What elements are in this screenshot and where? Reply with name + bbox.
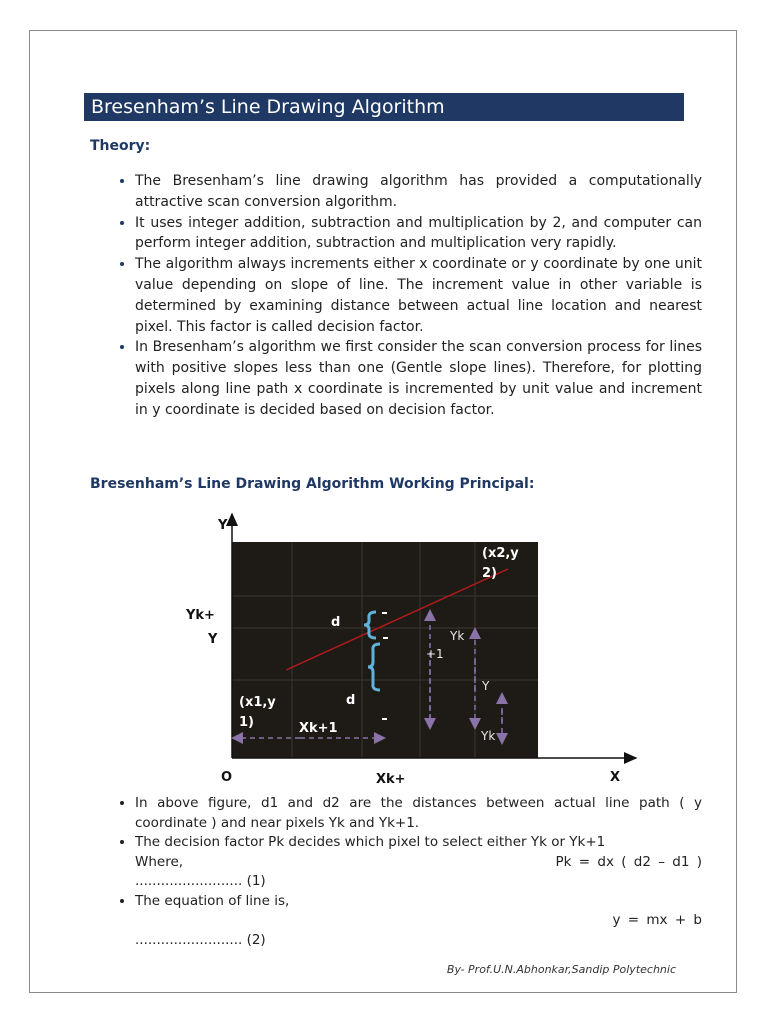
principal-heading: Bresenham’s Line Drawing Algorithm Working Principal: [90,476,535,492]
list-item [135,892,702,951]
x1y1-label-a: (x1,y [239,695,276,710]
pixel-dot [382,612,387,614]
list-item: • It uses integer addition, subtraction and multiplication by 2, and computer can perform integer addition, subtraction and multiplication very rapidly. [135,213,702,255]
y-inner-label: Y [482,679,490,693]
yk1-label-top: Yk+ [186,608,215,623]
xk1-label: Xk+1 [299,721,338,736]
d1-label: d [331,615,341,630]
list-item [135,794,702,833]
where-label: Where, [135,853,184,870]
bullet-text: • The decision factor Pk decides which pixel to select either Yk or Yk+1 [135,834,606,850]
plus1-label: +1 [426,647,444,661]
d2-label: d [346,693,356,708]
x-axis-label: X [610,770,621,785]
y-axis-label: Y [218,518,228,533]
theory-list [110,171,702,421]
yk-inner-label: Yk [450,629,465,643]
xk-label: Xk+ [376,772,406,787]
pixel-dot [382,718,387,720]
x2y2-label-b: 2) [482,566,497,581]
pixel-dot [383,637,388,639]
origin-label: O [221,770,233,785]
list-item: • The Bresenham’s line drawing algorithm has provided a computationally attractive scan conversion algorithm. [135,171,702,213]
bullet-text: • The equation of line is, [135,892,290,909]
yk-bottom-label: Yk [481,729,496,743]
equation-row [135,853,702,873]
list-item: • In Bresenham’s algorithm we first consider the scan conversion process for lines with positive slopes less than one (Gentle slope lines). Therefore, for plotting pixels along line path x coordinate is incremented by unit value and increment in y coordinate is decided based on decision factor. [135,337,702,420]
equation-number-1: ......................... (1) [135,873,266,889]
bresenham-figure [0,500,768,795]
explanation-list [110,794,702,950]
list-item [135,833,702,892]
x2y2-label-a: (x2,y [482,546,519,561]
page-title: Bresenham’s Line Drawing Algorithm [84,93,684,121]
yk1-label-bottom: Y [208,632,218,647]
theory-heading: Theory: [90,138,151,154]
list-item: • The algorithm always increments either x coordinate or y coordinate by one unit value depending on slope of line. The increment value in other variable is determined by examining distance between actual line location and nearest pixel. This factor is called decision factor. [135,254,702,337]
equation-2: y = mx + b [612,912,702,928]
bullet-text: • In above figure, d1 and d2 are the distances between actual line path ( y coordinate ) and near pixels Yk and Yk+1. [135,795,702,831]
footer-credit: By- Prof.U.N.Abhonkar,Sandip Polytechnic [446,963,676,976]
equation-number-2: ......................... (2) [135,931,266,948]
equation-1: Pk = dx ( d2 – d1 ) [555,853,702,870]
x1y1-label-b: 1) [239,715,254,730]
